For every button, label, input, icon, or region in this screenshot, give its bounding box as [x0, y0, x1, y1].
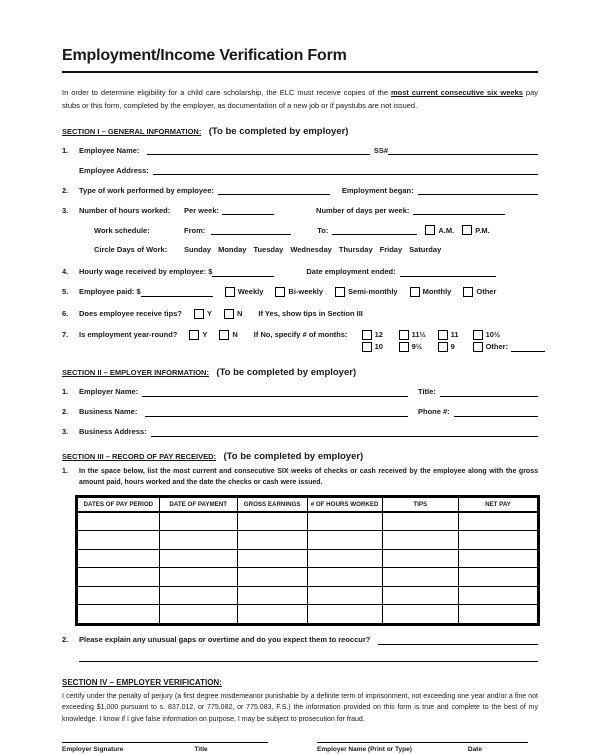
pay-table-cell[interactable]: [77, 605, 160, 625]
months-10-checkbox[interactable]: [362, 342, 372, 352]
yearround-yes-label: Y: [202, 329, 208, 339]
certification-paragraph: I certify under the penalty of perjury (a first degree misdemeanor punishable by a definite term of imprisonment, not exceeding one year and/or a fine not exceeding $1,000 pursuant to s. 837.012, or 775.082, or 775.083, F.S.) the information provided on this form is true and complete to the best of my knowledge. I know if I give false information on purpose, I may be subject to prosecution for fraud.: [62, 692, 538, 723]
hours-per-week-blank[interactable]: [222, 205, 274, 215]
days-per-week-label: Number of days per week:: [316, 205, 410, 215]
pay-monthly-label: Monthly: [422, 287, 452, 296]
per-week-label: Per week:: [184, 205, 220, 215]
pay-table-row: [77, 531, 539, 550]
pay-table-cell[interactable]: [237, 605, 307, 625]
signature-date-label: Date: [467, 746, 482, 753]
section2-header: [62, 365, 538, 378]
pay-table-cell[interactable]: [307, 586, 382, 605]
pay-table-cell[interactable]: [307, 512, 382, 531]
employee-name-label: Employee Name:: [79, 145, 140, 155]
pay-table-cell[interactable]: [159, 512, 237, 531]
employee-address-label: Employee Address:: [79, 165, 149, 175]
months-11-checkbox[interactable]: [438, 330, 448, 340]
months-options: [362, 330, 561, 352]
employer-title-blank[interactable]: [440, 387, 538, 397]
pay-table-header-row: [77, 496, 539, 512]
pay-table-cell[interactable]: [77, 512, 160, 531]
intro-paragraph: [62, 87, 538, 112]
year-round-question-label: Is employment year-round?: [79, 329, 178, 339]
pay-table-cell[interactable]: [382, 605, 458, 625]
pay-other-label: Other: [476, 287, 497, 296]
col-hours-worked: # OF HOURS WORKED: [307, 496, 382, 512]
pay-table-cell[interactable]: [77, 549, 160, 568]
gaps-question-label: Please explain any unusual gaps or overtime and do you expect them to reoccur?: [79, 635, 371, 644]
hourly-wage-blank[interactable]: [212, 267, 274, 277]
pay-table-cell[interactable]: [237, 531, 307, 550]
pay-table-cell[interactable]: [237, 512, 307, 531]
item-number: 6.: [62, 309, 69, 318]
months-12-label: 12: [374, 330, 383, 339]
months-note: If No, specify # of months:: [253, 329, 348, 339]
phone-blank[interactable]: [454, 407, 538, 417]
pay-table-cell[interactable]: [458, 568, 538, 587]
days-per-week-blank[interactable]: [413, 205, 505, 215]
pay-table-cell[interactable]: [307, 605, 382, 625]
employee-name-row: [62, 145, 538, 155]
page-title: Employment/Income Verification Form: [62, 47, 347, 64]
section4-header: [62, 675, 538, 688]
signature-left-group: [62, 742, 268, 754]
pay-table-cell[interactable]: [77, 568, 160, 587]
section4-label: SECTION IV – EMPLOYER VERIFICATION:: [62, 677, 222, 687]
day-saturday[interactable]: Saturday: [409, 245, 442, 254]
pay-table-cell[interactable]: [159, 531, 237, 550]
days-of-week-list: [184, 245, 448, 255]
work-schedule-row: [62, 225, 538, 235]
intro-highlight: most current consecutive six weeks: [390, 88, 523, 97]
pay-table-cell[interactable]: [77, 531, 160, 550]
instruction-pre: In the space below, list the most current and consecutive: [79, 467, 278, 475]
pay-table-cell[interactable]: [159, 605, 237, 625]
pay-semimonthly-label: Semi-monthly: [348, 287, 398, 296]
months-11-label: 11: [450, 330, 459, 339]
employer-name-label: Employer Name:: [79, 387, 139, 396]
gaps-explain-blank[interactable]: [378, 635, 538, 645]
col-gross-earnings: GROSS EARNINGS: [237, 496, 307, 512]
day-tuesday[interactable]: Tuesday: [253, 245, 284, 254]
pay-record-instruction: [62, 466, 538, 488]
gaps-extra-line-row: [62, 652, 538, 662]
tips-no-label: N: [236, 309, 243, 318]
year-round-row: [62, 330, 538, 352]
yearround-no-label: N: [232, 329, 238, 339]
am-checkbox[interactable]: [425, 225, 435, 235]
months-other-label: Other:: [485, 342, 509, 351]
months-9-label: 9: [450, 342, 455, 351]
item-number: 2.: [62, 407, 69, 416]
employee-address-blank[interactable]: [153, 165, 538, 175]
months-10half-label: 10½: [485, 330, 501, 339]
section1-header: [62, 124, 538, 137]
item-number: 7.: [62, 329, 69, 339]
pay-weekly-checkbox[interactable]: [225, 287, 235, 297]
business-name-label: Business Name:: [79, 407, 138, 416]
circle-days-label: Circle Days of Work:: [94, 245, 168, 254]
day-sunday[interactable]: Sunday: [184, 245, 212, 254]
tips-yes-label: Y: [206, 309, 212, 318]
pay-table-row: [77, 512, 539, 531]
employee-name-blank[interactable]: [147, 145, 369, 155]
pay-table-row: [77, 586, 539, 605]
gaps-question-row: [62, 635, 538, 645]
pay-table-cell[interactable]: [159, 586, 237, 605]
pay-table-cell[interactable]: [382, 512, 458, 531]
business-address-row: [62, 427, 538, 437]
ssn-label: SS#: [373, 145, 388, 155]
pay-semimonthly-checkbox[interactable]: [335, 287, 345, 297]
work-type-blank[interactable]: [218, 185, 330, 195]
day-wednesday[interactable]: Wednesday: [290, 245, 332, 254]
pay-table-cell[interactable]: [307, 568, 382, 587]
employment-began-blank[interactable]: [418, 185, 538, 195]
from-label: From:: [184, 225, 206, 235]
pay-biweekly-checkbox[interactable]: [275, 287, 285, 297]
pay-table-cell[interactable]: [237, 549, 307, 568]
hours-worked-label: Number of hours worked:: [79, 205, 171, 215]
employer-title-label: Title:: [418, 387, 436, 396]
schedule-from-blank[interactable]: [211, 225, 291, 235]
item-number: 1.: [62, 145, 69, 155]
pay-table-cell[interactable]: [458, 586, 538, 605]
pay-table-cell[interactable]: [382, 531, 458, 550]
pay-biweekly-label: Bi-weekly: [288, 287, 324, 296]
tips-row: [62, 309, 538, 319]
instruction-six: SIX: [277, 467, 289, 475]
months-9half-label: 9½: [411, 342, 422, 351]
business-address-blank[interactable]: [151, 427, 538, 437]
pay-table-cell[interactable]: [77, 586, 160, 605]
employer-signature-label: Employer Signature: [62, 746, 124, 753]
pay-table-row: [77, 568, 539, 587]
pay-record-table: [75, 495, 540, 626]
work-type-label: Type of work performed by employee:: [79, 185, 214, 195]
business-name-blank[interactable]: [145, 407, 408, 417]
circle-days-row: [62, 245, 538, 255]
work-type-row: [62, 185, 538, 195]
gaps-explain-blank-2[interactable]: [79, 652, 538, 662]
employer-printed-name-label: Employer Name (Print or Type): [317, 746, 412, 753]
pay-table-cell[interactable]: [382, 549, 458, 568]
section3-header: [62, 449, 538, 462]
business-name-row: [62, 407, 538, 417]
to-label: To:: [317, 225, 329, 235]
hourly-wage-row: [62, 267, 538, 277]
item-number: 3.: [62, 427, 69, 436]
employee-paid-label: Employee paid: $: [79, 287, 141, 296]
employment-began-label: Employment began:: [341, 185, 414, 195]
months-12-checkbox[interactable]: [362, 330, 372, 340]
signature-title-label: Title: [194, 746, 208, 753]
intro-pre: In order to determine eligibility for a child care scholarship, the ELC must receive copies of the: [62, 88, 391, 97]
hourly-wage-label: Hourly wage received by employee: $: [79, 267, 213, 276]
business-address-label: Business Address:: [79, 427, 147, 436]
pay-table-cell[interactable]: [307, 549, 382, 568]
section2-label: SECTION II – EMPLOYER INFORMATION:: [62, 367, 209, 377]
pay-table-body: [77, 512, 539, 625]
day-friday[interactable]: Friday: [379, 245, 403, 254]
am-label: A.M.: [438, 225, 455, 235]
employer-name-blank[interactable]: [142, 387, 408, 397]
section1-suffix: (To be completed by employer): [208, 126, 349, 137]
employer-name-row: [62, 387, 538, 397]
pay-weekly-label: Weekly: [237, 287, 264, 296]
col-date-of-payment: DATE OF PAYMENT: [159, 496, 237, 512]
months-other-blank[interactable]: [511, 342, 545, 352]
section3-suffix: (To be completed by employer): [223, 450, 364, 462]
yearround-yes-checkbox[interactable]: [189, 330, 199, 340]
item-number: 2.: [62, 185, 69, 195]
pm-label: P.M.: [475, 225, 490, 235]
months-10-label: 10: [374, 342, 383, 351]
instruction-post: weeks of checks or cash received by the employee along with the gross amount paid, hours worked and the date the checks or cash were issued.: [79, 467, 538, 486]
date-ended-label: Date employment ended:: [306, 267, 396, 276]
section3-label: SECTION III – RECORD OF PAY RECEIVED:: [62, 451, 217, 461]
ssn-blank[interactable]: [388, 145, 538, 155]
employee-address-row: [62, 165, 538, 175]
item-number: 1.: [62, 467, 68, 475]
day-thursday[interactable]: Thursday: [338, 245, 373, 254]
pay-monthly-checkbox[interactable]: [410, 287, 420, 297]
pay-table-cell[interactable]: [159, 568, 237, 587]
date-ended-blank[interactable]: [400, 267, 496, 277]
signature-right-group: [317, 742, 528, 754]
pay-table-cell[interactable]: [382, 568, 458, 587]
yearround-no-checkbox[interactable]: [219, 330, 229, 340]
section2-suffix: (To be completed by employer): [216, 366, 357, 378]
col-tips: TIPS: [382, 496, 458, 512]
item-number: 3.: [62, 205, 69, 215]
tips-question-label: Does employee receive tips?: [79, 309, 182, 318]
signature-section: [62, 742, 538, 754]
pay-table-cell[interactable]: [458, 531, 538, 550]
col-dates-of-pay-period: DATES OF PAY PERIOD: [77, 496, 160, 512]
item-number: 4.: [62, 267, 69, 276]
pay-table-cell[interactable]: [458, 605, 538, 625]
item-number: 2.: [62, 635, 69, 644]
tips-no-checkbox[interactable]: [224, 309, 234, 319]
pay-table-cell[interactable]: [458, 549, 538, 568]
pay-table-row: [77, 605, 539, 625]
section1-label: SECTION I – GENERAL INFORMATION:: [62, 127, 202, 136]
col-net-pay: NET PAY: [458, 496, 538, 512]
pay-table-cell[interactable]: [237, 568, 307, 587]
schedule-to-blank[interactable]: [332, 225, 417, 235]
intro-post: pay stubs or this form, completed by the employer, as documentation of a new job or if paystubs are not issued.: [62, 88, 539, 110]
months-11half-label: 11½: [411, 330, 426, 339]
months-9-checkbox[interactable]: [438, 342, 448, 352]
pay-frequency-row: [62, 287, 538, 297]
pay-amount-blank[interactable]: [141, 287, 213, 297]
pay-table-cell[interactable]: [382, 586, 458, 605]
work-schedule-label: Work schedule:: [94, 225, 150, 235]
pay-other-checkbox[interactable]: [463, 287, 473, 297]
months-9half-checkbox[interactable]: [399, 342, 409, 352]
tips-yes-checkbox[interactable]: [194, 309, 204, 319]
pm-checkbox[interactable]: [462, 225, 472, 235]
item-number: 1.: [62, 387, 69, 396]
pay-table-cell[interactable]: [237, 586, 307, 605]
months-10half-checkbox[interactable]: [473, 330, 483, 340]
pay-table-row: [77, 549, 539, 568]
phone-label: Phone #:: [418, 407, 450, 416]
title-divider: [62, 71, 538, 73]
months-11half-checkbox[interactable]: [399, 330, 409, 340]
hours-worked-row: [62, 205, 538, 215]
tips-note: If Yes, show tips in Section III: [258, 309, 363, 318]
pay-table-cell[interactable]: [307, 531, 382, 550]
day-monday[interactable]: Monday: [218, 245, 247, 254]
pay-table-cell[interactable]: [458, 512, 538, 531]
pay-table-cell[interactable]: [159, 549, 237, 568]
months-other-checkbox[interactable]: [473, 342, 483, 352]
item-number: 5.: [62, 287, 69, 296]
